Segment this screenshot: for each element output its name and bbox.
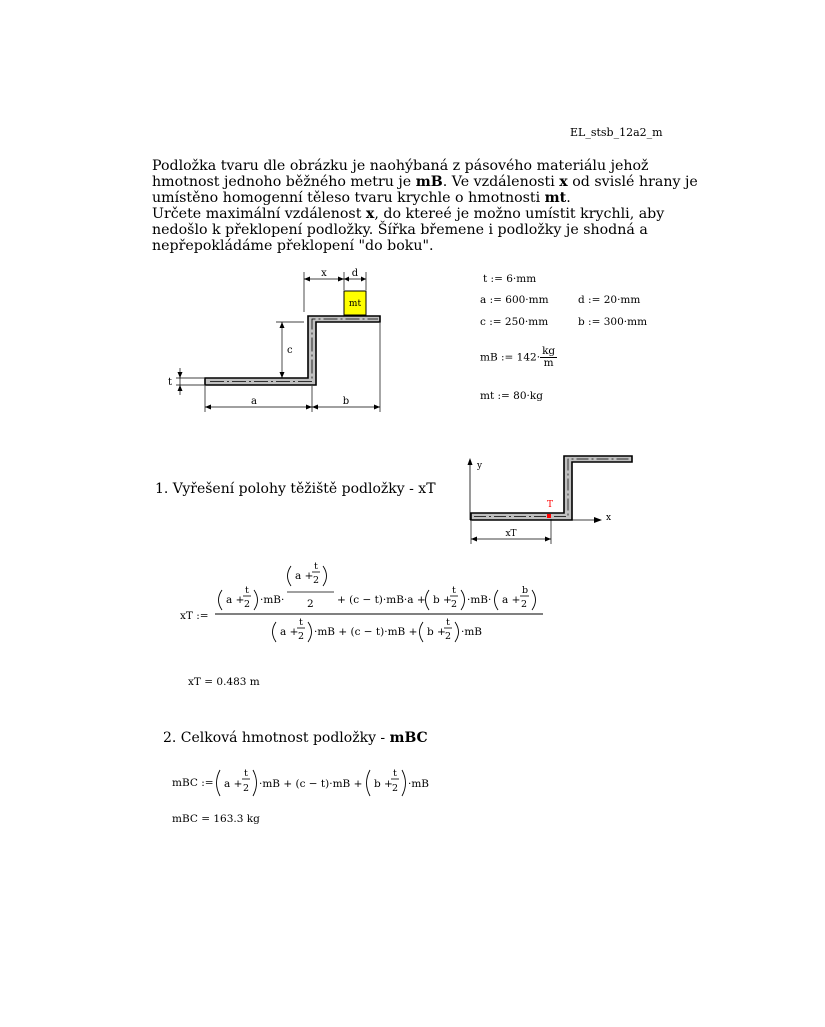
intro-bold-mB: mB (415, 174, 443, 190)
svg-text:t: t (452, 585, 456, 596)
svg-text:·mB·: ·mB· (467, 594, 492, 606)
svg-text:2: 2 (313, 575, 320, 586)
dim-t-label: t (168, 377, 173, 388)
cube-label: mt (348, 299, 362, 309)
dim-b-label: b (342, 396, 350, 407)
svg-text:·mB: ·mB (408, 778, 430, 790)
svg-text:t: t (244, 768, 248, 779)
intro-text: , do ktereé je možno umístit krychli, aby nedošlo k překlopení podložky. Šířka břemene i podložky je shodná a nepřepokládáme překlopení "do boku". (152, 206, 665, 254)
intro-bold-mt: mt (544, 190, 567, 206)
strip-centerline (210, 319, 378, 382)
param-t: t := 6·mm (483, 273, 537, 285)
svg-text:t: t (314, 562, 318, 572)
axis-x-label: x (606, 513, 612, 523)
param-mB-unit (540, 346, 557, 369)
intro-paragraph-2 (152, 206, 712, 254)
unit-num: kg (542, 345, 556, 357)
svg-text:·mB + (c − t)·mB +: ·mB + (c − t)·mB + (314, 626, 418, 638)
svg-text:a +: a + (224, 778, 243, 790)
intro-bold-x: x (559, 174, 568, 190)
centroid-label: T (547, 500, 554, 510)
svg-text:a +: a + (280, 626, 299, 638)
svg-text:b +: b + (374, 778, 393, 790)
intro-text: Podložka tvaru dle obrázku je naohýbaná z pásového materiálu jehož hmotnost jednoho běžného metru je (152, 158, 649, 190)
intro-paragraph-1 (152, 158, 712, 206)
mBC-result: mBC = 163.3 kg (172, 813, 260, 825)
section2-heading-bold: mBC (389, 730, 428, 746)
svg-text:·mB·: ·mB· (260, 594, 285, 606)
param-a: a := 600·mm (480, 294, 549, 306)
param-mt: mt := 80·kg (480, 390, 543, 402)
section2-heading (163, 730, 428, 746)
xT-formula (212, 562, 548, 662)
intro-text: Určete maximální vzdálenost (152, 206, 366, 222)
intro-text: . Ve vzdálenosti (442, 174, 560, 190)
svg-text:t: t (446, 617, 450, 628)
strip2-body (471, 456, 632, 520)
param-mB (480, 346, 557, 369)
section1-heading: 1. Vyřešení polohy těžiště podložky - xT (155, 481, 436, 497)
mBC-lhs: mBC := (172, 777, 214, 789)
svg-text:2: 2 (307, 598, 314, 610)
dim-d-label: d (351, 268, 359, 279)
svg-text:a +: a + (295, 570, 314, 582)
svg-text:2: 2 (445, 631, 452, 642)
svg-text:2: 2 (451, 599, 458, 610)
dim-c-label: c (287, 345, 293, 356)
svg-text:2: 2 (392, 783, 399, 794)
svg-text:2: 2 (243, 783, 250, 794)
param-mB-lhs: mB := 142· (480, 351, 541, 364)
problem-statement (152, 158, 712, 254)
intro-bold-x: x (365, 206, 375, 222)
figure-strip-dimensions (160, 262, 400, 422)
xT-result: xT = 0.483 m (188, 676, 260, 688)
param-c: c := 250·mm (480, 316, 549, 328)
svg-text:t: t (245, 585, 249, 596)
svg-text:a +: a + (226, 594, 245, 606)
dim-x-label: x (321, 268, 327, 279)
xT-lhs: xT := (180, 610, 209, 622)
svg-text:2: 2 (244, 599, 251, 610)
document-id: EL_stsb_12a2_m (570, 126, 663, 139)
param-b: b := 300·mm (578, 316, 648, 328)
intro-text: . (566, 190, 571, 206)
dim-xT-label: xT (505, 529, 517, 539)
mBC-formula (212, 763, 442, 805)
svg-text:2: 2 (298, 631, 305, 642)
section2-heading-text: 2. Celková hmotnost podložky - (163, 730, 390, 746)
figure-centroid (460, 452, 640, 546)
svg-text:a +: a + (502, 594, 521, 606)
unit-den: m (543, 357, 554, 369)
dim-a-label: a (251, 396, 257, 407)
svg-text:b: b (522, 585, 529, 596)
centroid-marker (547, 514, 551, 518)
svg-text:t: t (393, 768, 397, 779)
intro-text: od svislé hrany je umístěno homogenní těleso tvaru krychle o hmotnosti (152, 174, 698, 206)
svg-text:2: 2 (521, 599, 528, 610)
svg-text:t: t (299, 617, 303, 628)
svg-text:+ (c − t)·mB·a +: + (c − t)·mB·a + (337, 594, 426, 606)
svg-text:·mB: ·mB (461, 626, 483, 638)
axis-y-label: y (477, 461, 483, 471)
svg-text:b +: b + (433, 594, 452, 606)
svg-text:b +: b + (427, 626, 446, 638)
param-d: d := 20·mm (578, 294, 641, 306)
svg-text:·mB + (c − t)·mB +: ·mB + (c − t)·mB + (259, 778, 363, 790)
